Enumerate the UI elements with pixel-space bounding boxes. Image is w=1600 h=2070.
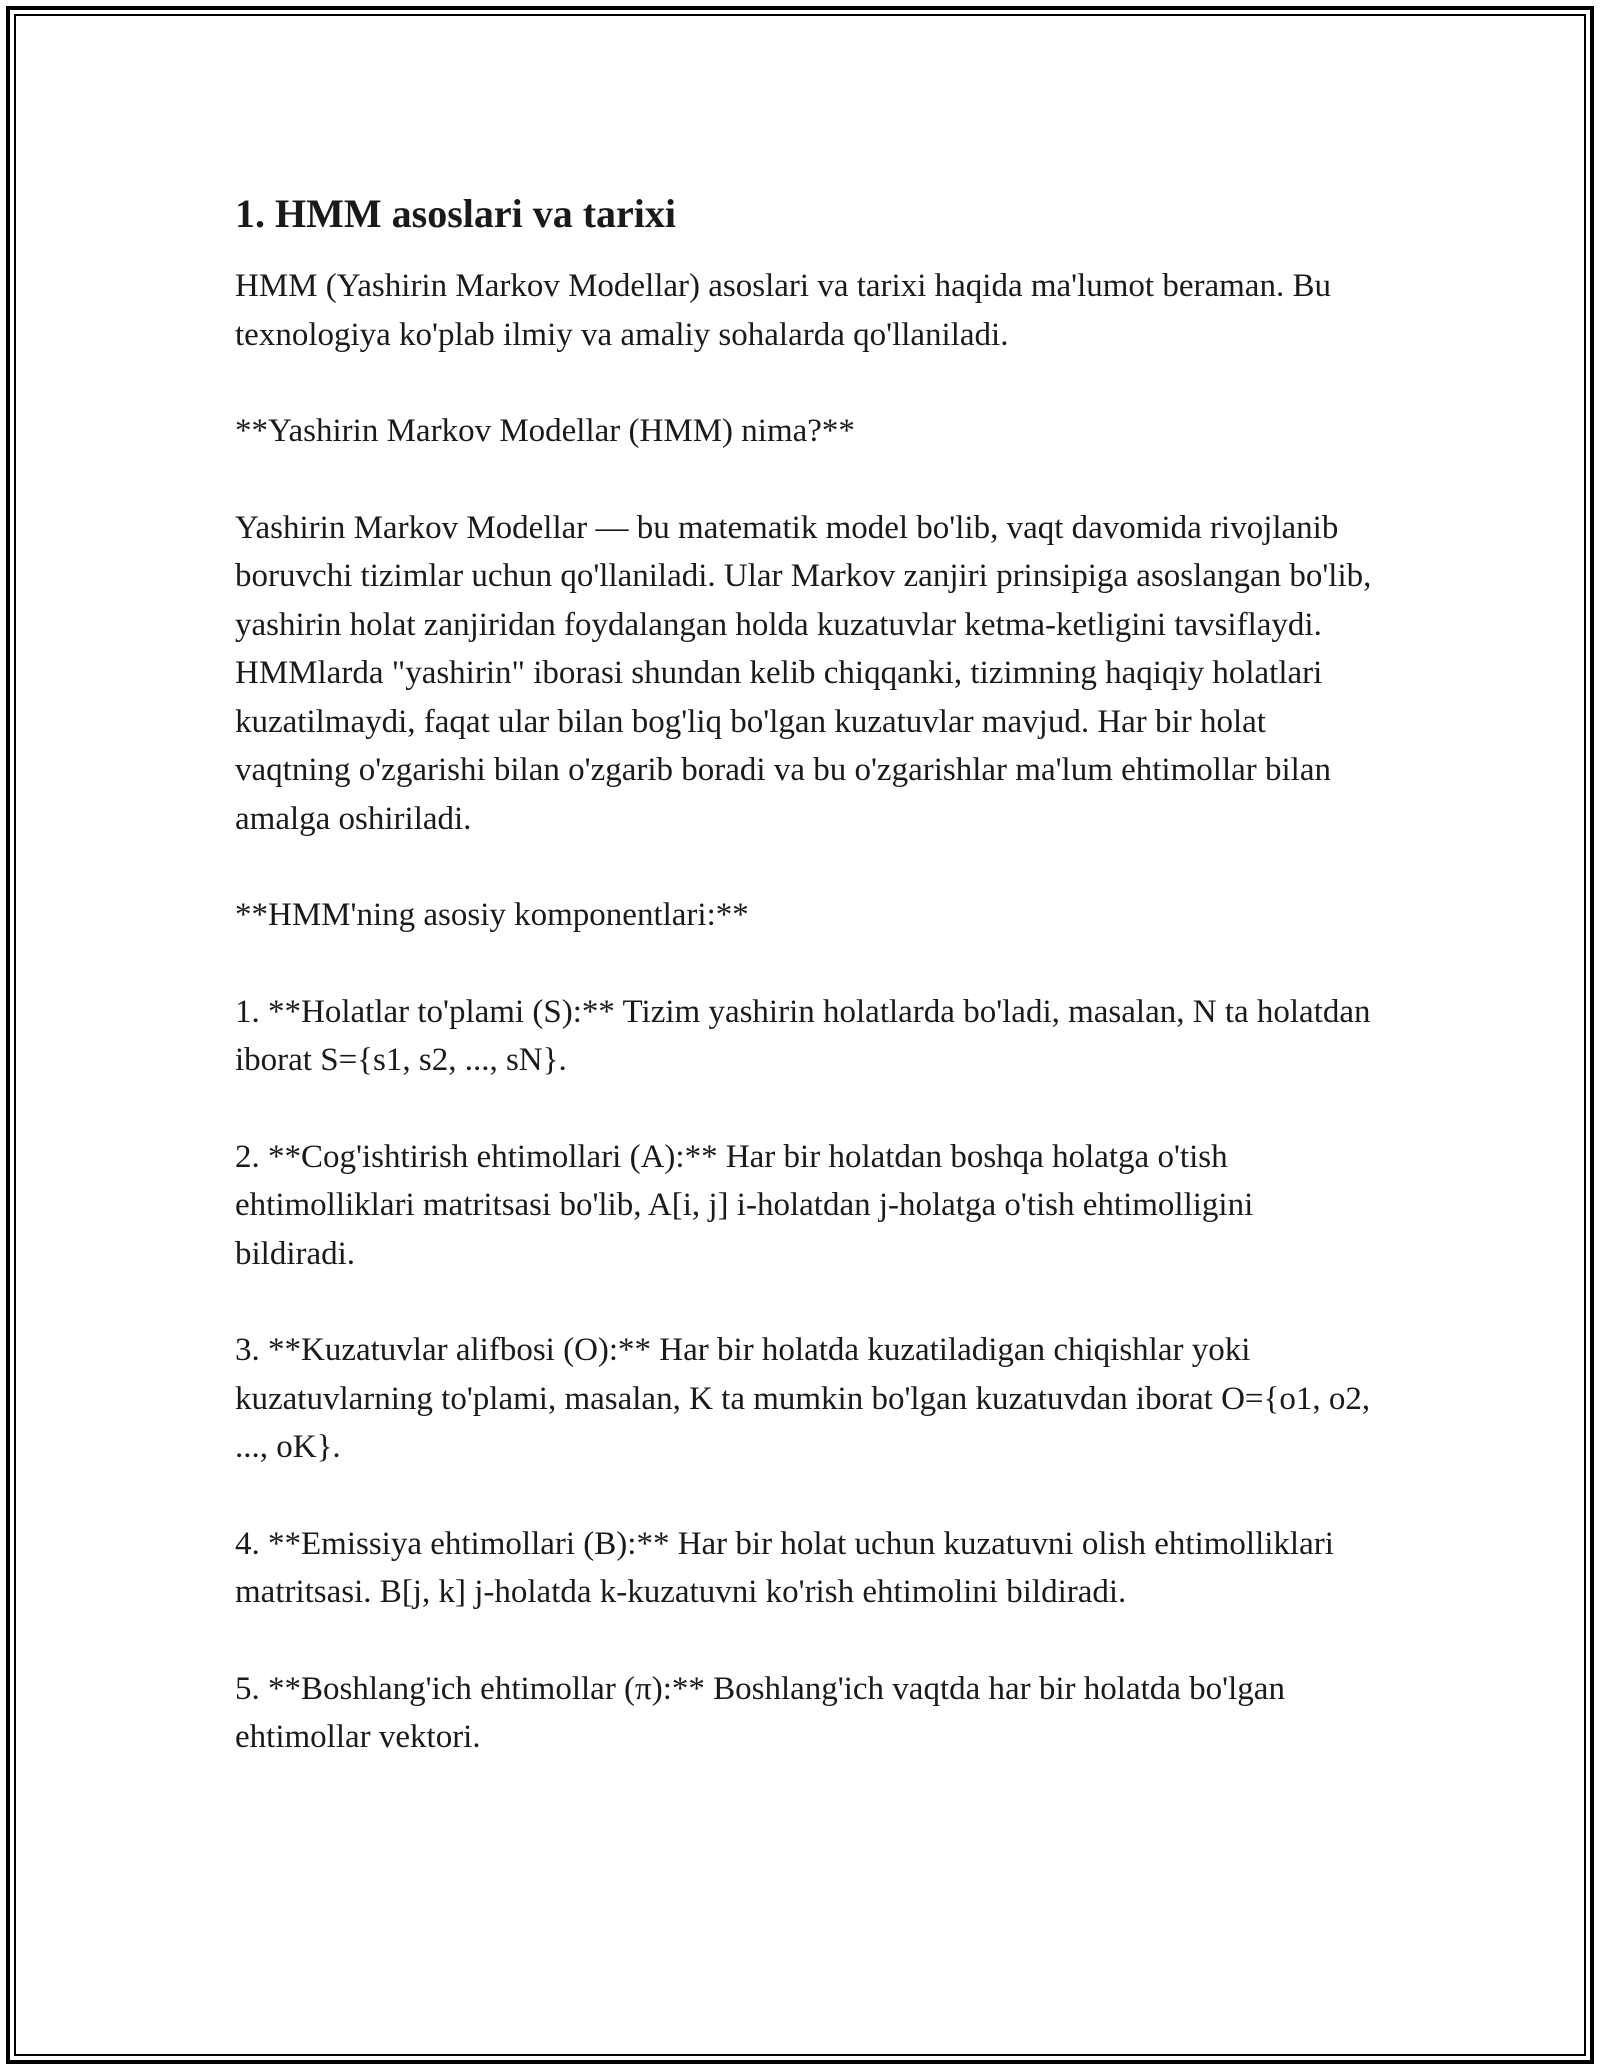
section-heading-what-is-hmm: **Yashirin Markov Modellar (HMM) nima?**	[235, 413, 855, 449]
document-title: 1. HMM asoslari va tarixi	[235, 191, 677, 236]
intro-paragraph: HMM (Yashirin Markov Modellar) asoslari va tarixi haqida ma'lumot beraman. Bu texnologiya ko'plab ilmiy va amaliy sohalarda qo'llaniladi.	[235, 268, 1331, 353]
section-heading-components: **HMM'ning asosiy komponentlari:**	[235, 897, 749, 933]
list-item-observation-alphabet: 3. **Kuzatuvlar alifbosi (O):** Har bir holatda kuzatiladigan chiqishlar yoki kuzatuvlarning to'plami, masalan, K ta mumkin bo'lgan kuzatuvdan iborat O={o1, o2, ..., oK}.	[235, 1332, 1371, 1465]
list-item-states: 1. **Holatlar to'plami (S):** Tizim yashirin holatlarda bo'ladi, masalan, N ta holatdan iborat S={s1, s2, ..., sN}.	[235, 993, 1371, 1078]
list-item-transition-probabilities: 2. **Cog'ishtirish ehtimollari (A):** Har bir holatdan boshqa holatga o'tish ehtimolliklari matritsasi bo'lib, A[i, j] i-holatdan j-holatga o'tish ehtimolligini bildiradi.	[235, 1138, 1254, 1272]
document-body	[235, 188, 1375, 1810]
list-item-emission-probabilities: 4. **Emissiya ehtimollari (B):** Har bir holat uchun kuzatuvni olish ehtimolliklari matritsasi. B[j, k] j-holatda k-kuzatuvni ko'rish ehtimolini bildiradi.	[235, 1525, 1334, 1610]
definition-paragraph: Yashirin Markov Modellar — bu matematik model bo'lib, vaqt davomida rivojlanib boruvchi tizimlar uchun qo'llaniladi. Ular Markov zanjiri prinsipiga asoslangan bo'lib, yashirin holat zanjiridan foydalangan holda kuzatuvlar ketma-ketligini tavsiflaydi. HMMlarda "yashirin" iborasi shundan kelib chiqqanki, tizimning haqiqiy holatlari kuzatilmaydi, faqat ular bilan bog'liq bo'lgan kuzatuvlar mavjud. Har bir holat vaqtning o'zgarishi bilan o'zgarib boradi va bu o'zgarishlar ma'lum ehtimollar bilan amalga oshiriladi.	[235, 509, 1372, 837]
list-item-initial-probabilities: 5. **Boshlang'ich ehtimollar (π):** Boshlang'ich vaqtda har bir holatda bo'lgan ehtimollar vektori.	[235, 1670, 1285, 1755]
